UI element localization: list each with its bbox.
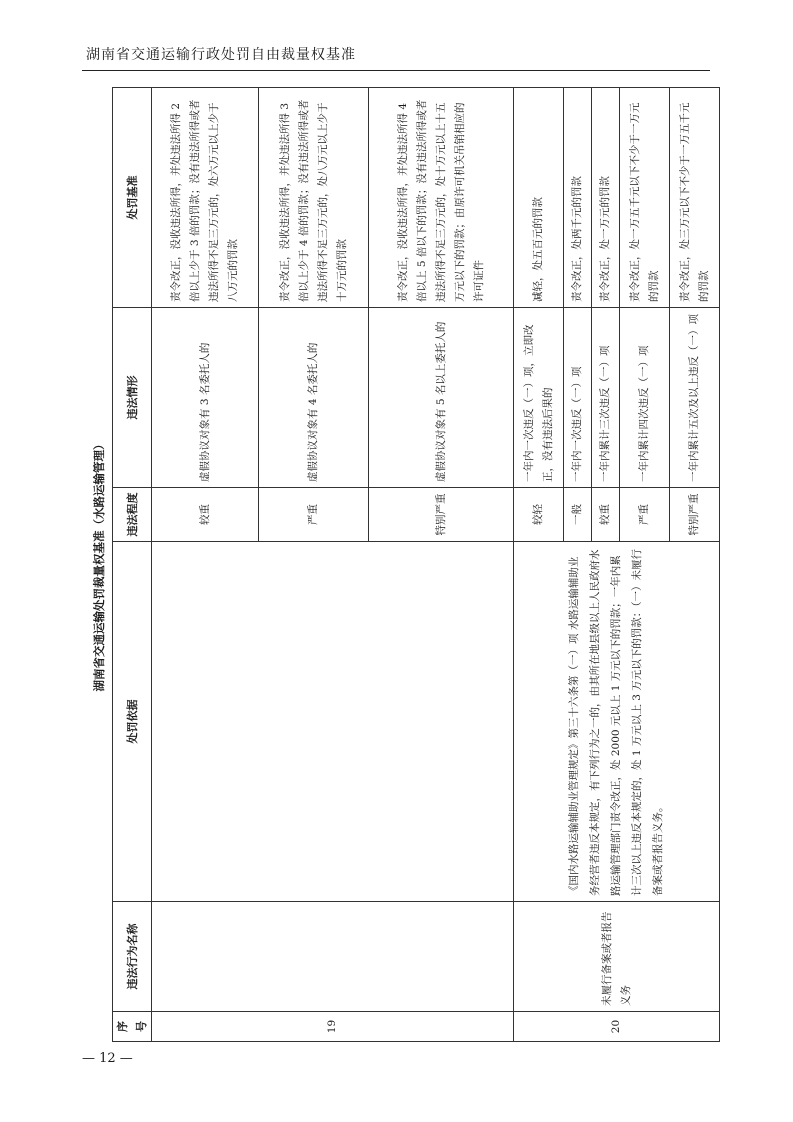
standard-cell: 责令改正，处一万五千元以下不少于一万元的罚款 <box>620 88 670 308</box>
degree-cell: 特别严重 <box>369 488 514 542</box>
page-header-title: 湖南省交通运输行政处罚自由裁量权基准 <box>86 47 356 63</box>
header-circumstance: 违法情形 <box>113 308 152 488</box>
standard-cell: 责令改正，处三万元以下不少于一万五千元的罚款 <box>670 88 720 308</box>
act-cell: 未履行备案或者报告义务 <box>514 902 720 1012</box>
page-header <box>82 36 710 71</box>
header-seq: 序号 <box>113 1012 152 1042</box>
degree-cell: 严重 <box>259 488 369 542</box>
basis-cell-empty <box>152 542 514 902</box>
standard-cell: 责令改正，处两千元的罚款 <box>564 88 592 308</box>
table-caption: 湖南省交通运输处罚裁量权基准（水路运输管理） <box>92 438 106 692</box>
circumstance-cell: 一年内一次违反（一）项，立即改正，没有违法后果的 <box>514 308 564 488</box>
header-act: 违法行为名称 <box>113 902 152 1012</box>
standard-cell: 责令改正，没收违法所得，并处违法所得 2 倍以上少于 3 倍的罚款；没有违法所得或者违法所得不足三万元的，处六万元以上少于八万元的罚款 <box>152 88 259 308</box>
header-standard: 处罚基准 <box>113 88 152 308</box>
circumstance-cell: 一年内累计五次及以上违反（一）项 <box>670 308 720 488</box>
standard-cell: 减轻，处五百元的罚款 <box>514 88 564 308</box>
degree-cell: 较重 <box>152 488 259 542</box>
standard-cell: 责令改正，处一万元的罚款 <box>592 88 620 308</box>
table-row <box>152 88 259 1042</box>
circumstance-cell: 一年内累计三次违反（一）项 <box>592 308 620 488</box>
page-number: — 12 — <box>82 1051 133 1066</box>
seq-cell: 20 <box>514 1012 720 1042</box>
basis-cell: 《国内水路运输辅助业管理规定》第三十六条第（一）项 水路运输辅助业务经营者违反本规定，有下列行为之一的，由其所在地县级以上人民政府水路运输管理部门责令改正，处 2000 元以上 1 万元以下的罚款；一年内累计三次以上违反本规定的，处 1 万元以上 3 万元以下的罚款：（一）未履行备案或者报告义务。 <box>514 542 720 902</box>
table-header-row <box>113 88 152 1042</box>
header-basis: 处罚依据 <box>113 542 152 902</box>
circumstance-cell: 虚假协议对象有 3 名委托人的 <box>152 308 259 488</box>
header-degree: 违法程度 <box>113 488 152 542</box>
circumstance-cell: 一年内累计四次违反（一）项 <box>620 308 670 488</box>
circumstance-cell: 一年内一次违反（一）项 <box>564 308 592 488</box>
act-cell-empty <box>152 902 514 1012</box>
rotated-table-block <box>86 88 710 1042</box>
standard-cell: 责令改正，没收违法所得，并处违法所得 3 倍以上少于 4 倍的罚款；没有违法所得或者违法所得不足三万元的，处八万元以上少于十万元的罚款 <box>259 88 369 308</box>
circumstance-cell: 虚假协议对象有 5 名以上委托人的 <box>369 308 514 488</box>
degree-cell: 较轻 <box>514 488 564 542</box>
degree-cell: 一般 <box>564 488 592 542</box>
standard-cell: 责令改正，没收违法所得，并处违法所得 4 倍以上 5 倍以下的罚款；没有违法所得或者违法所得不足三万元的，处十万元以上十五万元以下的罚款；由原许可机关吊销相应的许可证件 <box>369 88 514 308</box>
seq-cell: 19 <box>152 1012 514 1042</box>
circumstance-cell: 虚假协议对象有 4 名委托人的 <box>259 308 369 488</box>
penalty-table <box>112 87 720 1042</box>
degree-cell: 严重 <box>620 488 670 542</box>
degree-cell: 特别严重 <box>670 488 720 542</box>
degree-cell: 较重 <box>592 488 620 542</box>
table-row <box>514 88 564 1042</box>
